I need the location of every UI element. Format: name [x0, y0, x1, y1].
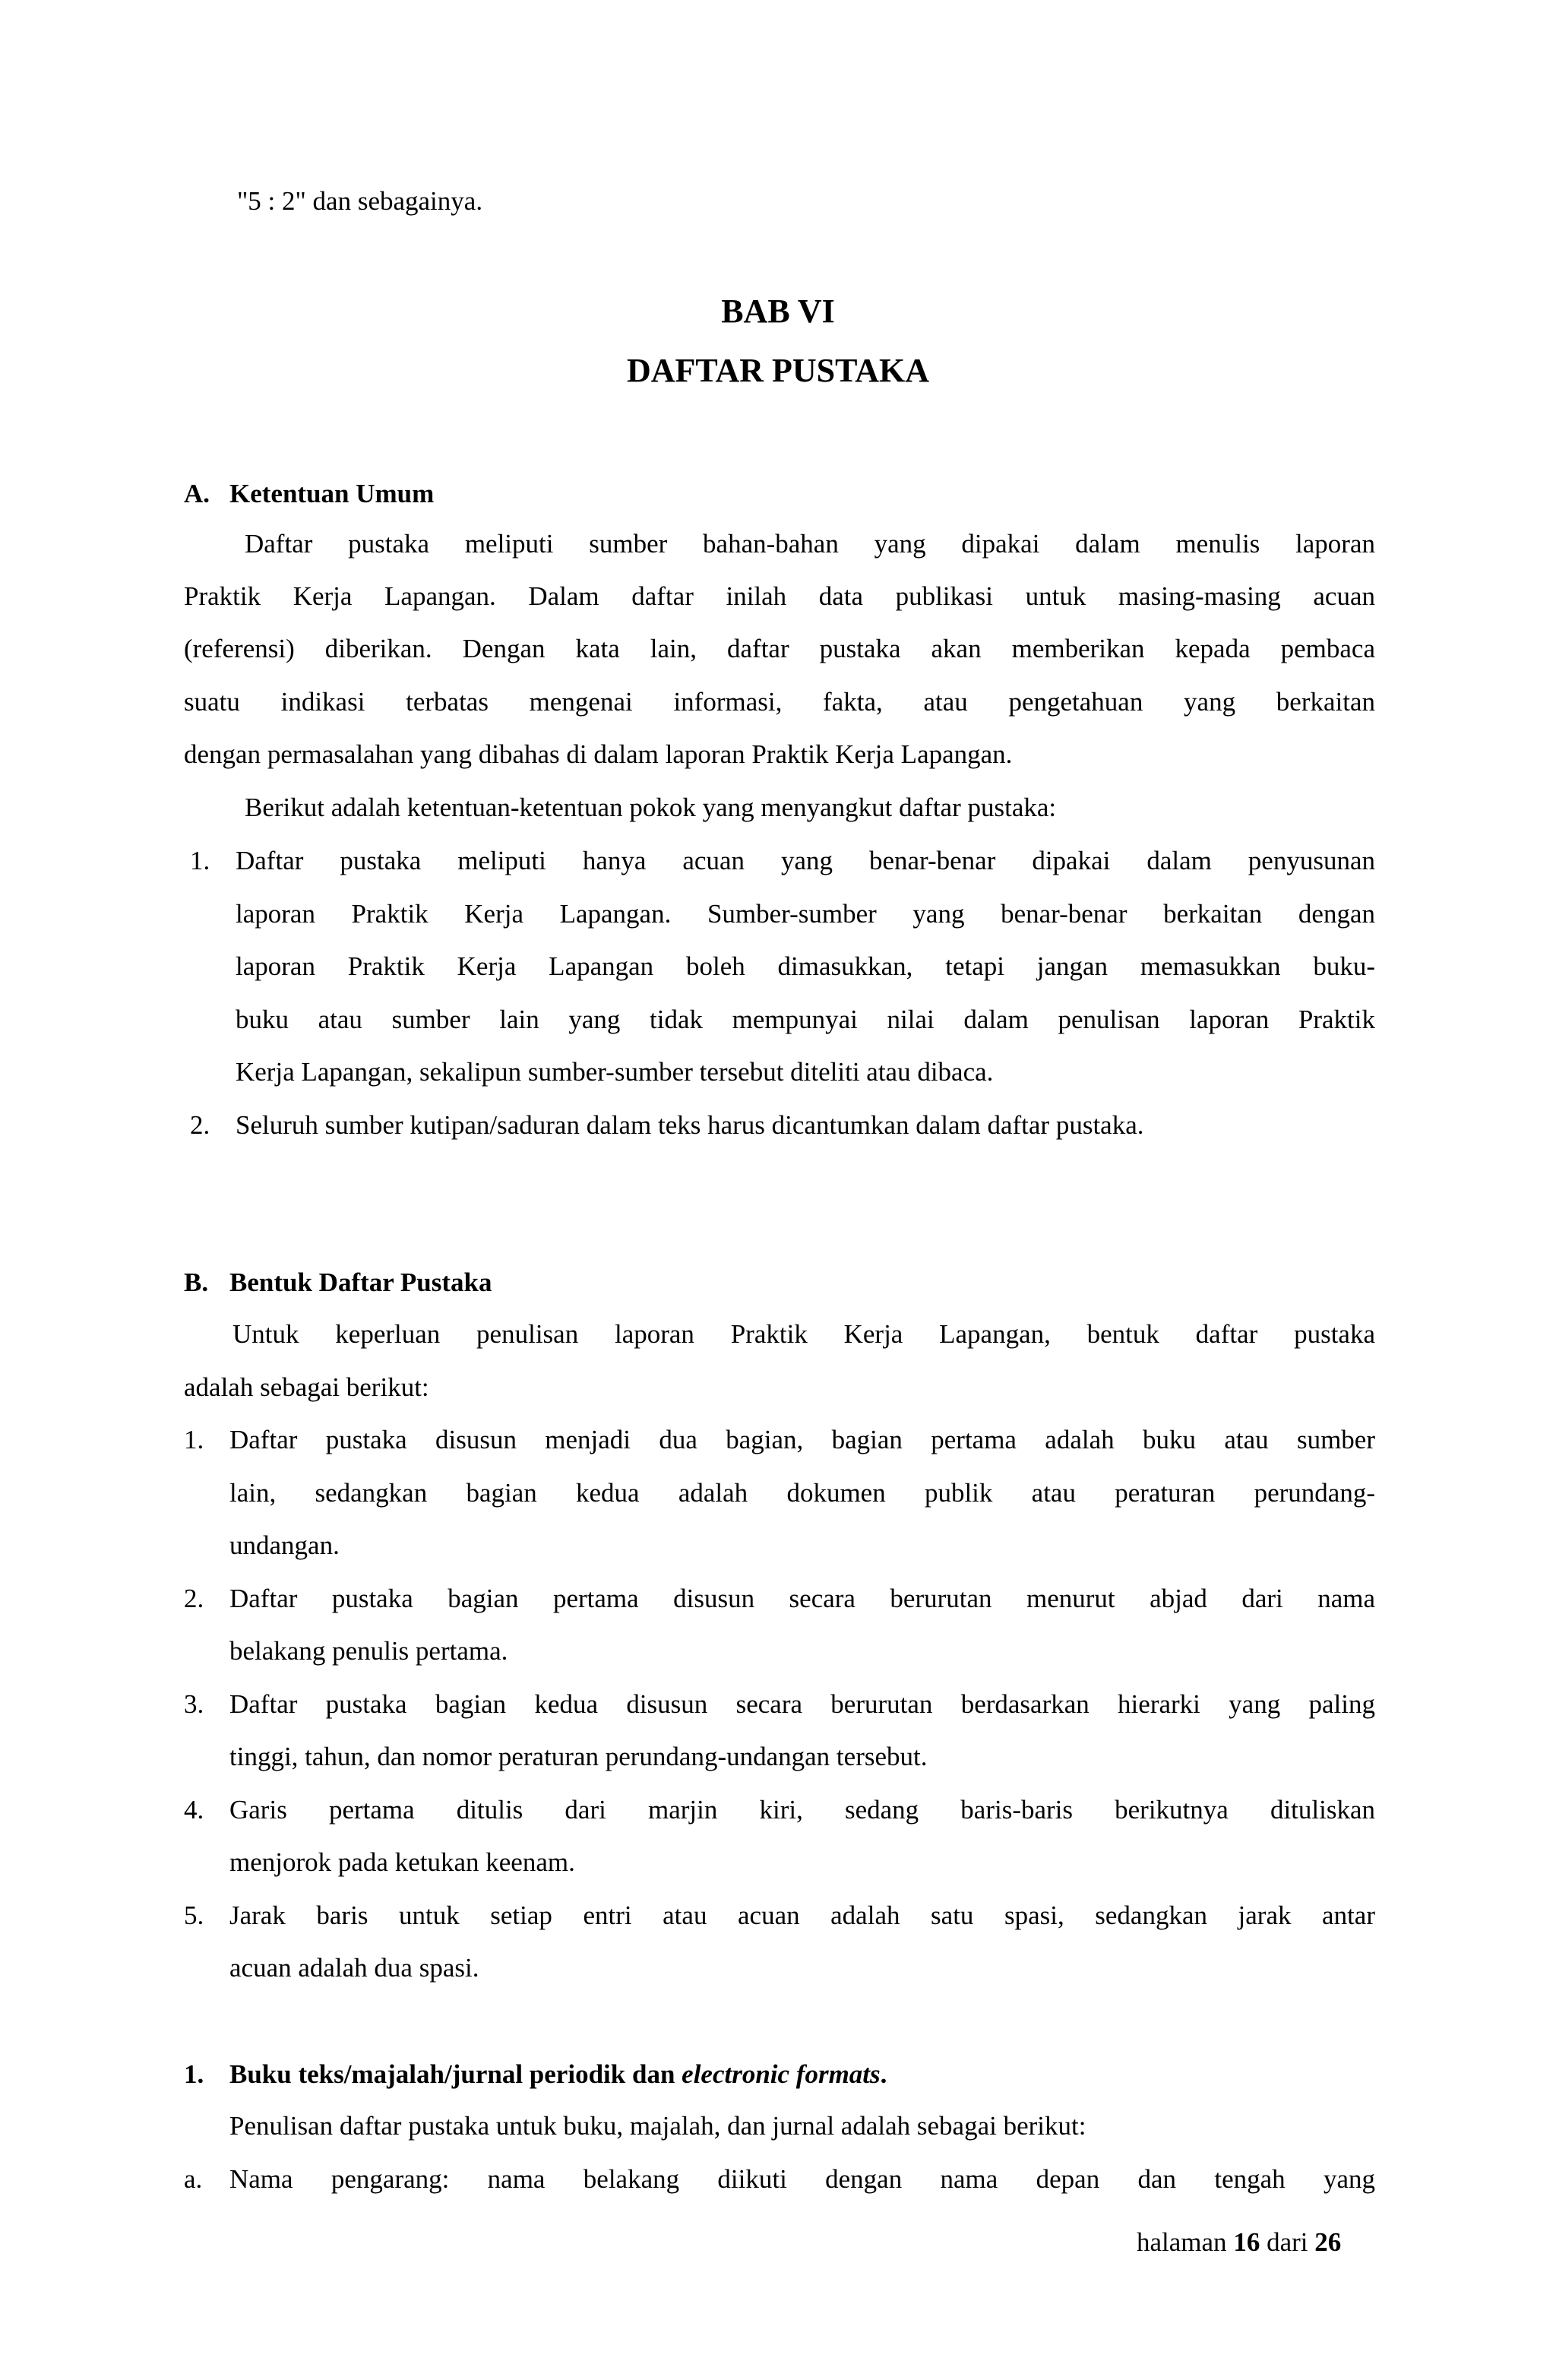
section-b-item-line: Daftar pustaka disusun menjadi dua bagian, bagian pertama adalah buku atau sumber	[229, 1425, 1375, 1454]
subsection-1-heading	[229, 2061, 887, 2087]
section-a-item-line: Seluruh sumber kutipan/saduran dalam teks harus dicantumkan dalam daftar pustaka.	[236, 1110, 1144, 1140]
section-b-item-number: 3.	[184, 1689, 204, 1719]
section-b-item-number: 4.	[184, 1795, 204, 1825]
section-b-paragraph-line: Untuk keperluan penulisan laporan Praktik Kerja Lapangan, bentuk daftar pustaka	[232, 1319, 1375, 1349]
subsection-1-intro-line: Penulisan daftar pustaka untuk buku, majalah, dan jurnal adalah sebagai berikut:	[229, 2111, 1086, 2141]
section-a-item-line: buku atau sumber lain yang tidak mempunyai nilai dalam penulisan laporan Praktik	[236, 1005, 1375, 1034]
section-b-item-line: lain, sedangkan bagian kedua adalah dokumen publik atau peraturan perundang-	[229, 1478, 1375, 1508]
section-a-marker: A.	[184, 479, 210, 508]
chapter-number: BAB VI	[721, 293, 835, 330]
section-a-intro-line: Berikut adalah ketentuan-ketentuan pokok yang menyangkut daftar pustaka:	[245, 793, 1057, 822]
subsection-1-marker: 1.	[184, 2059, 204, 2089]
section-b-heading: Bentuk Daftar Pustaka	[229, 1268, 492, 1297]
page-footer	[1137, 2229, 1341, 2255]
subsection-1-heading-end: .	[880, 2059, 887, 2089]
section-b-item-line: acuan adalah dua spasi.	[229, 1953, 479, 1983]
section-a-paragraph-line: Daftar pustaka meliputi sumber bahan-bahan yang dipakai dalam menulis laporan	[245, 529, 1375, 559]
section-a-item-line: laporan Praktik Kerja Lapangan boleh dimasukkan, tetapi jangan memasukkan buku-	[236, 951, 1375, 981]
section-a-item-line: laporan Praktik Kerja Lapangan. Sumber-sumber yang benar-benar berkaitan dengan	[236, 899, 1375, 929]
section-b-item-line: menjorok pada ketukan keenam.	[229, 1847, 575, 1877]
section-a-item-number: 2.	[190, 1110, 210, 1140]
section-b-item-line: tinggi, tahun, dan nomor peraturan perundang-undangan tersebut.	[229, 1742, 928, 1771]
section-a-item-number: 1.	[190, 846, 210, 875]
section-a-item-line: Kerja Lapangan, sekalipun sumber-sumber tersebut diteliti atau dibaca.	[236, 1057, 994, 1087]
footer-current-page: 16	[1233, 2227, 1260, 2257]
subsection-1-heading-plain: Buku teks/majalah/jurnal periodik dan	[229, 2059, 682, 2089]
section-b-item-line: Daftar pustaka bagian pertama disusun secara berurutan menurut abjad dari nama	[229, 1584, 1375, 1613]
section-b-item-number: 1.	[184, 1425, 204, 1454]
section-b-item-line: Daftar pustaka bagian kedua disusun secara berurutan berdasarkan hierarki yang paling	[229, 1689, 1375, 1719]
footer-separator: dari	[1267, 2227, 1308, 2257]
section-a-item-line: Daftar pustaka meliputi hanya acuan yang benar-benar dipakai dalam penyusunan	[236, 846, 1375, 875]
footer-prefix: halaman	[1137, 2227, 1227, 2257]
subsection-1-item-line: Nama pengarang: nama belakang diikuti dengan nama depan dan tengah yang	[229, 2164, 1375, 2194]
section-b-item-number: 2.	[184, 1584, 204, 1613]
section-a-paragraph-line: dengan permasalahan yang dibahas di dalam laporan Praktik Kerja Lapangan.	[184, 739, 1013, 769]
section-a-paragraph-line: suatu indikasi terbatas mengenai informasi, fakta, atau pengetahuan yang berkaitan	[184, 687, 1375, 717]
subsection-1-heading-italic: electronic formats	[682, 2059, 881, 2089]
section-a-heading: Ketentuan Umum	[229, 479, 435, 508]
section-b-item-number: 5.	[184, 1901, 204, 1930]
section-b-item-line: Garis pertama ditulis dari marjin kiri, sedang baris-baris berikutnya dituliskan	[229, 1795, 1375, 1825]
subsection-1-item-marker: a.	[184, 2164, 203, 2194]
chapter-title: DAFTAR PUSTAKA	[626, 352, 930, 389]
section-b-marker: B.	[184, 1268, 209, 1297]
section-a-paragraph-line: (referensi) diberikan. Dengan kata lain, daftar pustaka akan memberikan kepada pembaca	[184, 634, 1375, 663]
section-b-item-line: undangan.	[229, 1530, 340, 1560]
footer-total-pages: 26	[1314, 2227, 1342, 2257]
section-b-item-line: Jarak baris untuk setiap entri atau acuan adalah satu spasi, sedangkan jarak antar	[229, 1901, 1375, 1930]
section-b-item-line: belakang penulis pertama.	[229, 1636, 508, 1666]
top-fragment-text: "5 : 2" dan sebagainya.	[237, 186, 483, 216]
section-b-paragraph-line: adalah sebagai berikut:	[184, 1372, 429, 1402]
section-a-paragraph-line: Praktik Kerja Lapangan. Dalam daftar inilah data publikasi untuk masing-masing acuan	[184, 581, 1375, 611]
